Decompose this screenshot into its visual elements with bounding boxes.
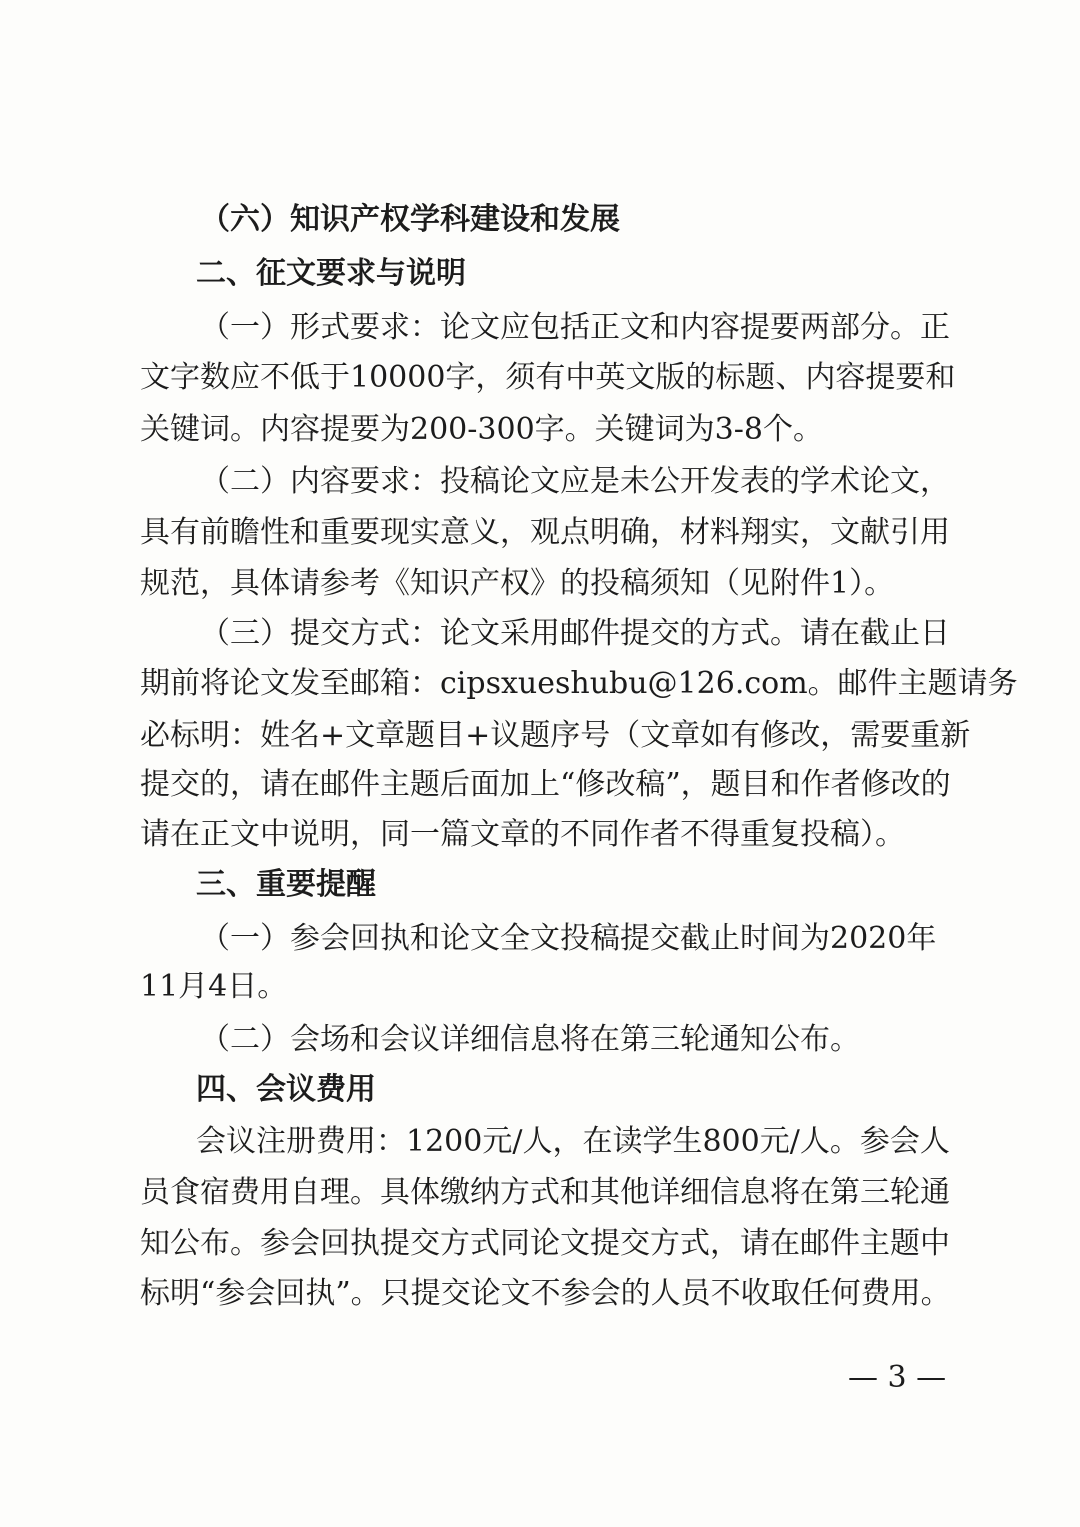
paragraph-line: （二）内容要求：投稿论文应是未公开发表的学术论文， — [200, 464, 950, 499]
paragraph-line: 员食宿费用自理。具体缴纳方式和其他详细信息将在第三轮通 — [140, 1175, 950, 1210]
paragraph-line: 提交的，请在邮件主题后面加上“修改稿”，题目和作者修改的 — [140, 767, 951, 802]
paragraph-line: 期前将论文发至邮箱：cipsxueshubu@126.com。邮件主题请务 — [140, 666, 1018, 701]
paragraph-line: 必标明：姓名+文章题目+议题序号（文章如有修改，需要重新 — [140, 718, 971, 753]
paragraph-line: （二）会场和会议详细信息将在第三轮通知公布。 — [200, 1022, 860, 1057]
section-heading-3: 三、重要提醒 — [196, 867, 376, 902]
section-heading-4: 四、会议费用 — [196, 1072, 376, 1107]
paragraph-line: （一）参会回执和论文全文投稿提交截止时间为2020年 — [200, 921, 937, 956]
paragraph-line: 知公布。参会回执提交方式同论文提交方式，请在邮件主题中 — [140, 1226, 950, 1261]
paragraph-line: 标明“参会回执”。只提交论文不参会的人员不收取任何费用。 — [140, 1276, 951, 1311]
paragraph-line: 规范，具体请参考《知识产权》的投稿须知（见附件1）。 — [140, 566, 895, 601]
subheading-six: （六）知识产权学科建设和发展 — [200, 202, 620, 237]
page-number: — 3 — — [848, 1360, 947, 1395]
paragraph-line: 会议注册费用：1200元/人，在读学生800元/人。参会人 — [196, 1124, 950, 1159]
paragraph-line: 具有前瞻性和重要现实意义，观点明确，材料翔实，文献引用 — [140, 515, 950, 550]
paragraph-line: 11月4日。 — [140, 969, 288, 1004]
paragraph-line: （一）形式要求：论文应包括正文和内容提要两部分。正 — [200, 310, 950, 345]
paragraph-line: 请在正文中说明，同一篇文章的不同作者不得重复投稿）。 — [140, 817, 905, 852]
section-heading-2: 二、征文要求与说明 — [196, 256, 466, 291]
paragraph-line: 文字数应不低于10000字，须有中英文版的标题、内容提要和 — [140, 360, 956, 395]
paragraph-line: 关键词。内容提要为200-300字。关键词为3-8个。 — [140, 412, 823, 447]
paragraph-line: （三）提交方式：论文采用邮件提交的方式。请在截止日 — [200, 616, 950, 651]
